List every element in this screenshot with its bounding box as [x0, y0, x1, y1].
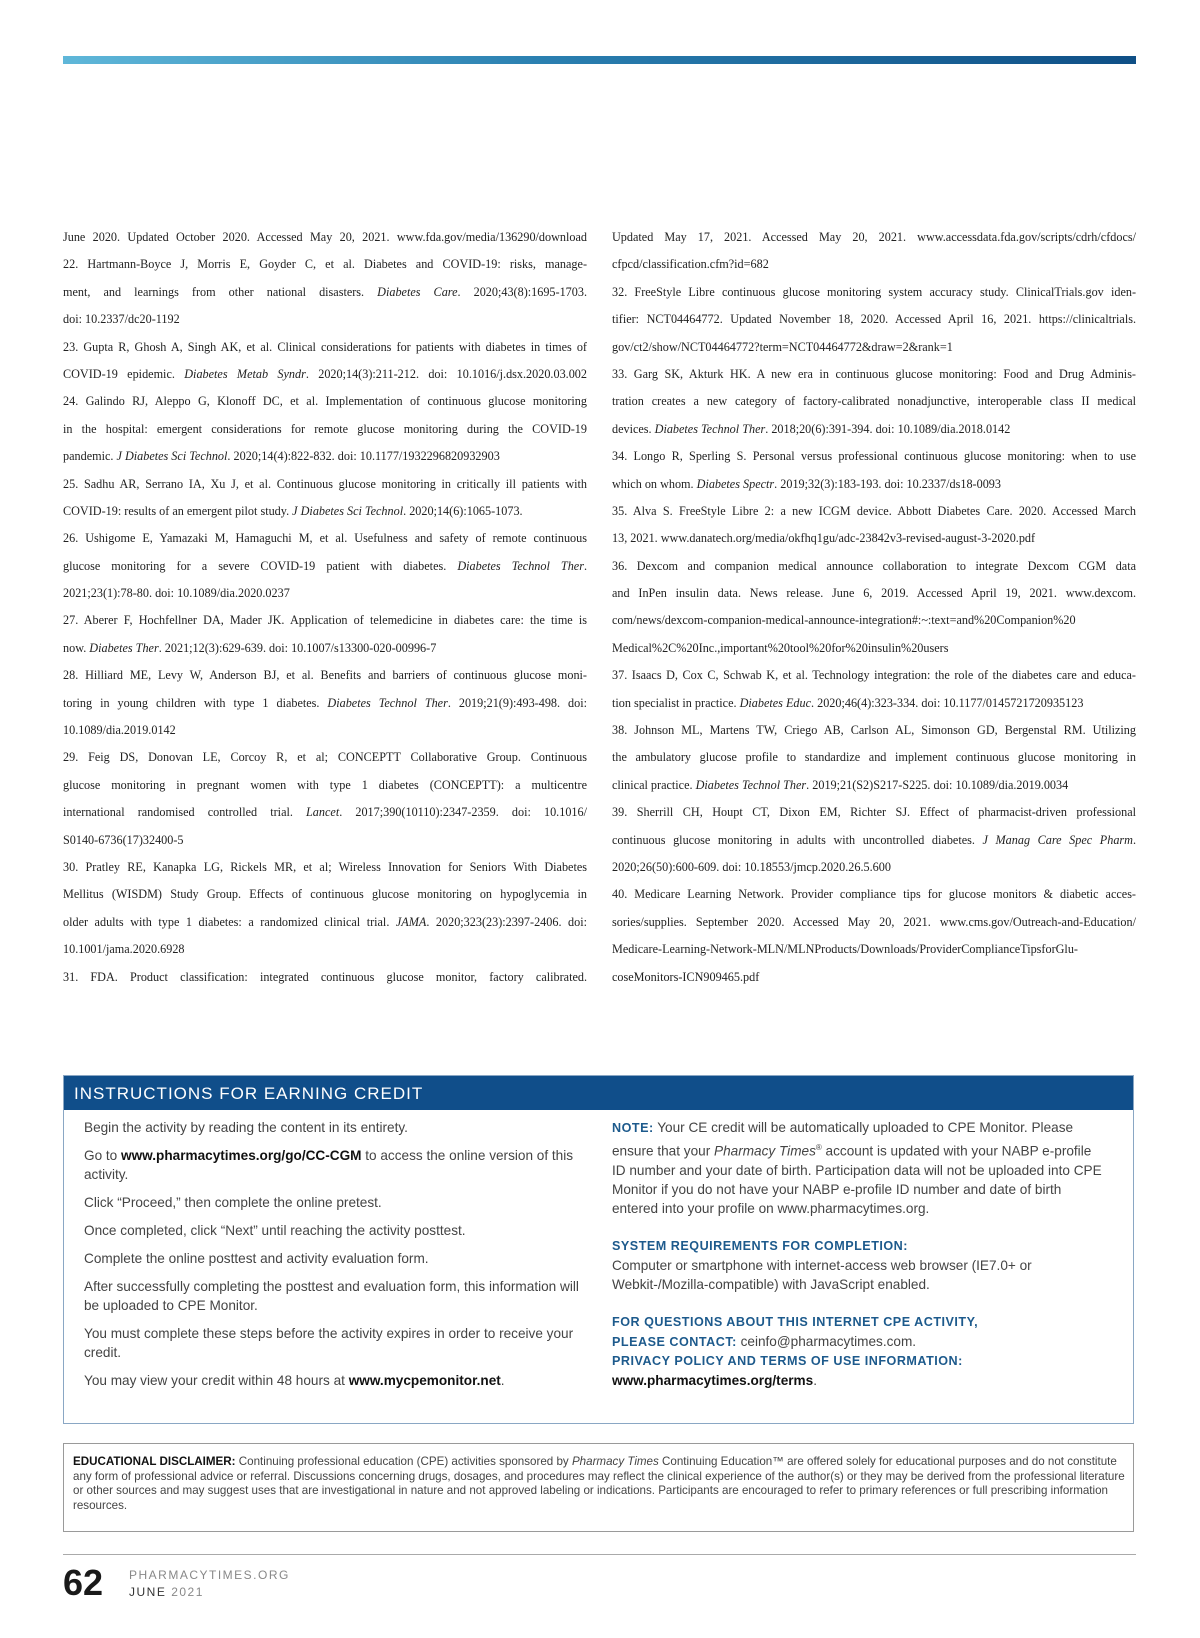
reference-line: 35. Alva S. FreeStyle Libre 2: a new ICGM device. Abbott Diabetes Care. 2020. Accessed March — [612, 503, 1136, 518]
references-right-column — [612, 224, 1136, 991]
reference-line: 10.1089/dia.2019.0142 — [63, 723, 176, 738]
reference-line: 25. Sadhu AR, Serrano IA, Xu J, et al. Continuous glucose monitoring in critically ill patients with — [63, 476, 587, 491]
reference-line: coseMonitors-ICN909465.pdf — [612, 969, 760, 984]
reference-line: doi: 10.2337/dc20-1192 — [63, 312, 180, 327]
reference-line: Medicare-Learning-Network-MLN/MLNProducts/Downloads/ProviderComplianceTipsforGlu- — [612, 942, 1078, 957]
reference-line: 39. Sherrill CH, Houpt CT, Dixon EM, Richter SJ. Effect of pharmacist-driven professional — [612, 805, 1136, 820]
disclaimer-label: EDUCATIONAL DISCLAIMER: — [73, 1455, 236, 1468]
reference-line: tion specialist in practice. Diabetes Educ. 2020;46(4):323-334. doi: 10.1177/0145721720935123 — [612, 695, 1084, 710]
reference-line: Updated May 17, 2021. Accessed May 20, 2021. www.accessdata.fda.gov/scripts/cdrh/cfdocs/ — [612, 230, 1136, 244]
reference-line: 24. Galindo RJ, Aleppo G, Klonoff DC, et al. Implementation of continuous glucose monitoring — [63, 394, 587, 409]
cpe-monitor-link[interactable]: www.mycpemonitor.net — [348, 1373, 501, 1388]
reference-line: 23. Gupta R, Ghosh A, Singh AK, et al. Clinical considerations for patients with diabetes in times of — [63, 339, 587, 354]
reference-line: Mellitus (WISDM) Study Group. Effects of continuous glucose monitoring on hypoglycemia in — [63, 887, 587, 902]
reference-line: 31. FDA. Product classification: integrated continuous glucose monitor, factory calibrated. — [63, 969, 587, 984]
reference-line: 27. Aberer F, Hochfellner DA, Mader JK. Application of telemedicine in diabetes care: the time is — [63, 613, 587, 628]
sysreq-text: Computer or smartphone with internet-access web browser (IE7.0+ or Webkit-/Mozilla-compatible) with JavaScript enabled. — [612, 1257, 1032, 1292]
privacy-line: www.pharmacytimes.org/terms. — [612, 1372, 817, 1388]
reference-line: toring in young children with type 1 diabetes. Diabetes Technol Ther. 2019;21(9):493-498. doi: — [63, 695, 587, 710]
reference-line: 13, 2021. www.danatech.org/media/okfhq1gu/adc-23842v3-revised-august-3-2020.pdf — [612, 531, 1036, 546]
reference-line: continuous glucose monitoring in adults with uncontrolled diabetes. J Manag Care Spec Pharm. — [612, 832, 1136, 847]
step-3: Click “Proceed,” then complete the online pretest. — [84, 1195, 382, 1210]
references-section — [63, 224, 1136, 991]
reference-line: cfpcd/classification.cfm?id=682 — [612, 257, 769, 272]
reference-line: 10.1001/jama.2020.6928 — [63, 942, 185, 957]
reference-line: 26. Ushigome E, Yamazaki M, Hamaguchi M, et al. Usefulness and safety of remote continuous — [63, 531, 587, 546]
reference-line: sories/supplies. September 2020. Accessed May 20, 2021. www.cms.gov/Outreach-and-Education/ — [612, 914, 1136, 929]
reference-line: glucose monitoring in pregnant women with type 1 diabetes (CONCEPTT): a multicentre — [63, 777, 587, 792]
note-paragraph: NOTE: Your CE credit will be automatically uploaded to CPE Monitor. Please ensure that your Pharmacy Times® account is updated with your NABP e-profile ID number and your date of birth. Participation data will not be uploaded into CPE Monitor if you do not have your NABP e-profile ID number and date of birth entered into your profile on www.pharmacytimes.org. — [612, 1120, 1102, 1216]
reference-line: 22. Hartmann-Boyce J, Morris E, Goyder C, et al. Diabetes and COVID-19: risks, manage- — [63, 257, 587, 272]
footer-issue-date: JUNE 2021 — [129, 1585, 204, 1599]
reference-line: older adults with type 1 diabetes: a randomized clinical trial. JAMA. 2020;323(23):2397-2406. doi: — [63, 914, 587, 929]
sysreq-label: SYSTEM REQUIREMENTS FOR COMPLETION: — [612, 1238, 908, 1253]
reference-line: 2021;23(1):78-80. doi: 10.1089/dia.2020.0237 — [63, 586, 290, 601]
reference-line: in the hospital: emergent considerations for remote glucose monitoring during the COVID-19 — [63, 421, 587, 436]
reference-line: S0140-6736(17)32400-5 — [63, 832, 184, 847]
reference-line: now. Diabetes Ther. 2021;12(3):629-639. doi: 10.1007/s13300-020-00996-7 — [63, 640, 437, 655]
reference-line: 33. Garg SK, Akturk HK. A new era in continuous glucose monitoring: Food and Drug Adminis- — [612, 366, 1136, 381]
contact-line: PLEASE CONTACT: ceinfo@pharmacytimes.com. — [612, 1333, 917, 1349]
footer-site: PHARMACYTIMES.ORG — [129, 1568, 290, 1582]
reference-line: glucose monitoring for a severe COVID-19 patient with diabetes. Diabetes Technol Ther. — [63, 558, 587, 573]
instructions-box — [63, 1075, 1134, 1424]
reference-line: 32. FreeStyle Libre continuous glucose monitoring system accuracy study. ClinicalTrials.gov iden- — [612, 284, 1136, 299]
reference-line: 40. Medicare Learning Network. Provider compliance tips for glucose monitors & diabetic acces- — [612, 887, 1136, 902]
educational-disclaimer: EDUCATIONAL DISCLAIMER: Continuing professional education (CPE) activities sponsored by Pharmacy Times Continuing Education™ are offered solely for educational purposes and do not constitute any form of professional advice or referral. Discussions concerning drugs, dosages, and procedures may reflect the clinical experience of the author(s) or they may be derived from the professional literature or other sources and may suggest uses that are investigational in nature and not approved labeling or indications. Participants are encouraged to refer to primary references or full prescribing information resources. — [63, 1443, 1134, 1532]
reference-line: June 2020. Updated October 2020. Accessed May 20, 2021. www.fda.gov/media/136290/download — [63, 230, 587, 244]
reference-line: tifier: NCT04464772. Updated November 18, 2020. Accessed April 16, 2021. https://clinicaltrials. — [612, 312, 1136, 327]
step-2: Go to www.pharmacytimes.org/go/CC-CGM to access the online version of this activity. — [84, 1148, 574, 1182]
reference-line: 38. Johnson ML, Martens TW, Criego AB, Carlson AL, Simonson GD, Bergenstal RM. Utilizing — [612, 723, 1136, 738]
instructions-steps — [64, 1110, 589, 1399]
reference-line: pandemic. J Diabetes Sci Technol. 2020;14(4):822-832. doi: 10.1177/1932296820932903 — [63, 449, 500, 464]
footer-divider — [63, 1554, 1136, 1555]
step-1: Begin the activity by reading the content in its entirety. — [84, 1120, 408, 1135]
instructions-header: INSTRUCTIONS FOR EARNING CREDIT — [64, 1076, 1133, 1110]
reference-line: COVID-19 epidemic. Diabetes Metab Syndr. 2020;14(3):211-212. doi: 10.1016/j.dsx.2020.03.002 — [63, 366, 587, 381]
step-8: You may view your credit within 48 hours at www.mycpemonitor.net. — [84, 1373, 505, 1388]
reference-line: com/news/dexcom-companion-medical-announce-integration#:~:text=and%20Companion%20 — [612, 613, 1076, 628]
privacy-label: PRIVACY POLICY AND TERMS OF USE INFORMATION: — [612, 1353, 963, 1368]
reference-line: 34. Longo R, Sperling S. Personal versus professional continuous glucose monitoring: when to use — [612, 449, 1136, 464]
reference-line: tration creates a new category of factory-calibrated nonadjunctive, interoperable class II medical — [612, 394, 1136, 409]
reference-line: 37. Isaacs D, Cox C, Schwab K, et al. Technology integration: the role of the diabetes care and educa- — [612, 668, 1136, 683]
references-left-column — [63, 224, 587, 991]
questions-label: FOR QUESTIONS ABOUT THIS INTERNET CPE ACTIVITY, — [612, 1314, 979, 1329]
contact-email[interactable]: ceinfo@pharmacytimes.com. — [736, 1333, 917, 1349]
reference-line: which on whom. Diabetes Spectr. 2019;32(3):183-193. doi: 10.2337/ds18-0093 — [612, 476, 1001, 491]
step-7: You must complete these steps before the activity expires in order to receive your credit. — [84, 1326, 574, 1360]
reference-line: 28. Hilliard ME, Levy W, Anderson BJ, et al. Benefits and barriers of continuous glucose moni- — [63, 668, 587, 683]
reference-line: 29. Feig DS, Donovan LE, Corcoy R, et al; CONCEPTT Collaborative Group. Continuous — [63, 750, 587, 765]
note-label: NOTE: — [612, 1121, 654, 1135]
reference-line: 36. Dexcom and companion medical announce collaboration to integrate Dexcom CGM data — [612, 558, 1136, 573]
reference-line: 2020;26(50):600-609. doi: 10.18553/jmcp.2020.26.5.600 — [612, 859, 891, 874]
reference-line: COVID-19: results of an emergent pilot study. J Diabetes Sci Technol. 2020;14(6):1065-1073. — [63, 503, 523, 518]
terms-link[interactable]: www.pharmacytimes.org/terms — [612, 1372, 814, 1388]
step-4: Once completed, click “Next” until reaching the activity posttest. — [84, 1223, 466, 1238]
reference-line: 30. Pratley RE, Kanapka LG, Rickels MR, et al; Wireless Innovation for Seniors With Diabetes — [63, 859, 587, 874]
reference-line: clinical practice. Diabetes Technol Ther. 2019;21(S2)S217-S225. doi: 10.1089/dia.2019.0034 — [612, 777, 1069, 792]
step-5: Complete the online posttest and activity evaluation form. — [84, 1251, 429, 1266]
reference-line: and InPen insulin data. News release. June 6, 2019. Accessed April 19, 2021. www.dexcom. — [612, 586, 1136, 601]
header-accent-bar — [63, 56, 1136, 64]
reference-line: international randomised controlled trial. Lancet. 2017;390(10110):2347-2359. doi: 10.1016/ — [63, 805, 587, 820]
reference-line: ment, and learnings from other national disasters. Diabetes Care. 2020;43(8):1695-1703. — [63, 284, 587, 299]
step-6: After successfully completing the posttest and evaluation form, this information will be uploaded to CPE Monitor. — [84, 1279, 579, 1313]
reference-line: Medical%2C%20Inc.,important%20tool%20for%20insulin%20users — [612, 640, 949, 655]
reference-line: gov/ct2/show/NCT04464772?term=NCT04464772&draw=2&rank=1 — [612, 339, 953, 354]
reference-line: the ambulatory glucose profile to standardize and implement continuous glucose monitoring in — [612, 750, 1136, 765]
reference-line: devices. Diabetes Technol Ther. 2018;20(6):391-394. doi: 10.1089/dia.2018.0142 — [612, 421, 1011, 436]
instructions-notes — [589, 1110, 1102, 1399]
activity-link[interactable]: www.pharmacytimes.org/go/CC-CGM — [121, 1148, 362, 1163]
page-number: 62 — [63, 1562, 104, 1603]
